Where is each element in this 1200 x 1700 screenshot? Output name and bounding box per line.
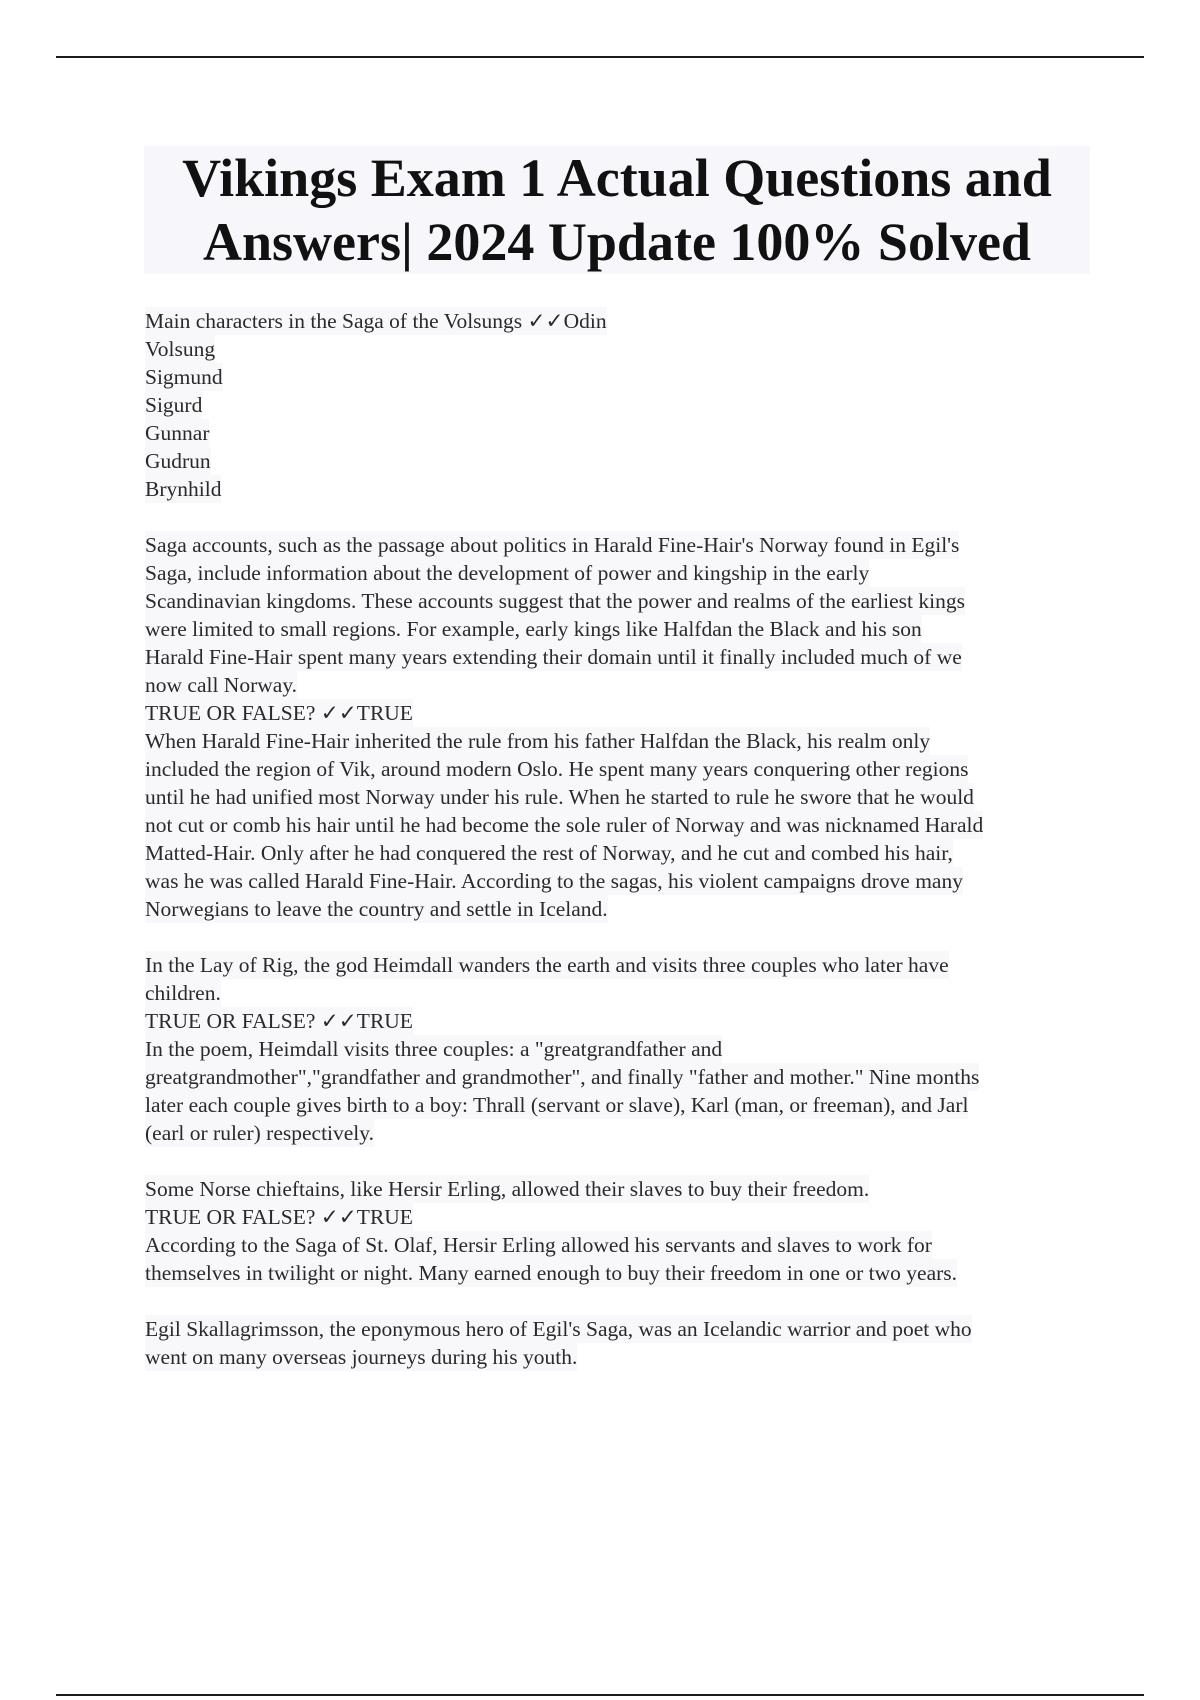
text-line: Saga accounts, such as the passage about politics in Harald Fine-Hair's Norway found in Egil's [145, 533, 960, 557]
text-line: Main characters in the Saga of the Volsungs ✓✓Odin [145, 309, 607, 333]
text-line: Egil Skallagrimsson, the eponymous hero of Egil's Saga, was an Icelandic warrior and poet who [145, 1317, 972, 1341]
text-line: In the Lay of Rig, the god Heimdall wanders the earth and visits three couples who later have [145, 953, 949, 977]
text-line: Scandinavian kingdoms. These accounts suggest that the power and realms of the earliest kings [145, 589, 965, 613]
answer-line: TRUE OR FALSE? ✓✓TRUE [145, 1205, 413, 1229]
text-line: Saga, include information about the development of power and kingship in the early [145, 561, 870, 585]
question-block-5 [145, 1315, 1095, 1371]
text-line: Sigmund [145, 365, 223, 389]
title-block [144, 146, 1090, 274]
text-line: included the region of Vik, around modern Oslo. He spent many years conquering other regions [145, 757, 969, 781]
text-line: Norwegians to leave the country and settle in Iceland. [145, 897, 608, 921]
text-line: now call Norway. [145, 673, 298, 697]
text-line: later each couple gives birth to a boy: Thrall (servant or slave), Karl (man, or freeman), and Jarl [145, 1093, 969, 1117]
text-line: Gunnar [145, 421, 210, 445]
paragraph-gap [145, 923, 1095, 951]
title-line-2: Answers| 2024 Update 100% Solved [203, 212, 1031, 272]
text-line: Harald Fine-Hair spent many years extending their domain until it finally included much of we [145, 645, 962, 669]
text-line: were limited to small regions. For example, early kings like Halfdan the Black and his son [145, 617, 922, 641]
question-block-2 [145, 531, 1095, 923]
text-line: (earl or ruler) respectively. [145, 1121, 375, 1145]
answer-line: TRUE OR FALSE? ✓✓TRUE [145, 1009, 413, 1033]
text-line: According to the Saga of St. Olaf, Hersir Erling allowed his servants and slaves to work for [145, 1233, 932, 1257]
text-line: children. [145, 981, 221, 1005]
text-line: until he had unified most Norway under his rule. When he started to rule he swore that he would [145, 785, 974, 809]
text-line: Some Norse chieftains, like Hersir Erling, allowed their slaves to buy their freedom. [145, 1177, 870, 1201]
text-line: themselves in twilight or night. Many earned enough to buy their freedom in one or two years. [145, 1261, 958, 1285]
question-block-3 [145, 951, 1095, 1147]
question-block-4 [145, 1175, 1095, 1287]
text-line: Volsung [145, 337, 216, 361]
document-body [145, 307, 1095, 1371]
header-rule [56, 56, 1144, 58]
text-line: Brynhild [145, 477, 222, 501]
paragraph-gap [145, 1287, 1095, 1315]
text-line: Gudrun [145, 449, 211, 473]
text-line: went on many overseas journeys during his youth. [145, 1345, 578, 1369]
document-title [182, 146, 1052, 274]
text-line: not cut or comb his hair until he had become the sole ruler of Norway and was nicknamed Harald [145, 813, 984, 837]
text-line: Sigurd [145, 393, 203, 417]
question-block-1 [145, 307, 1095, 503]
text-line: was he was called Harald Fine-Hair. According to the sagas, his violent campaigns drove many [145, 869, 963, 893]
footer-rule [56, 1694, 1144, 1696]
text-line: greatgrandmother","grandfather and grandmother", and finally "father and mother." Nine months [145, 1065, 980, 1089]
paragraph-gap [145, 1147, 1095, 1175]
text-line: Matted-Hair. Only after he had conquered the rest of Norway, and he cut and combed his hair, [145, 841, 953, 865]
text-line: When Harald Fine-Hair inherited the rule from his father Halfdan the Black, his realm only [145, 729, 931, 753]
title-line-1: Vikings Exam 1 Actual Questions and [182, 148, 1052, 208]
text-line: In the poem, Heimdall visits three couples: a "greatgrandfather and [145, 1037, 723, 1061]
answer-line: TRUE OR FALSE? ✓✓TRUE [145, 701, 413, 725]
paragraph-gap [145, 503, 1095, 531]
